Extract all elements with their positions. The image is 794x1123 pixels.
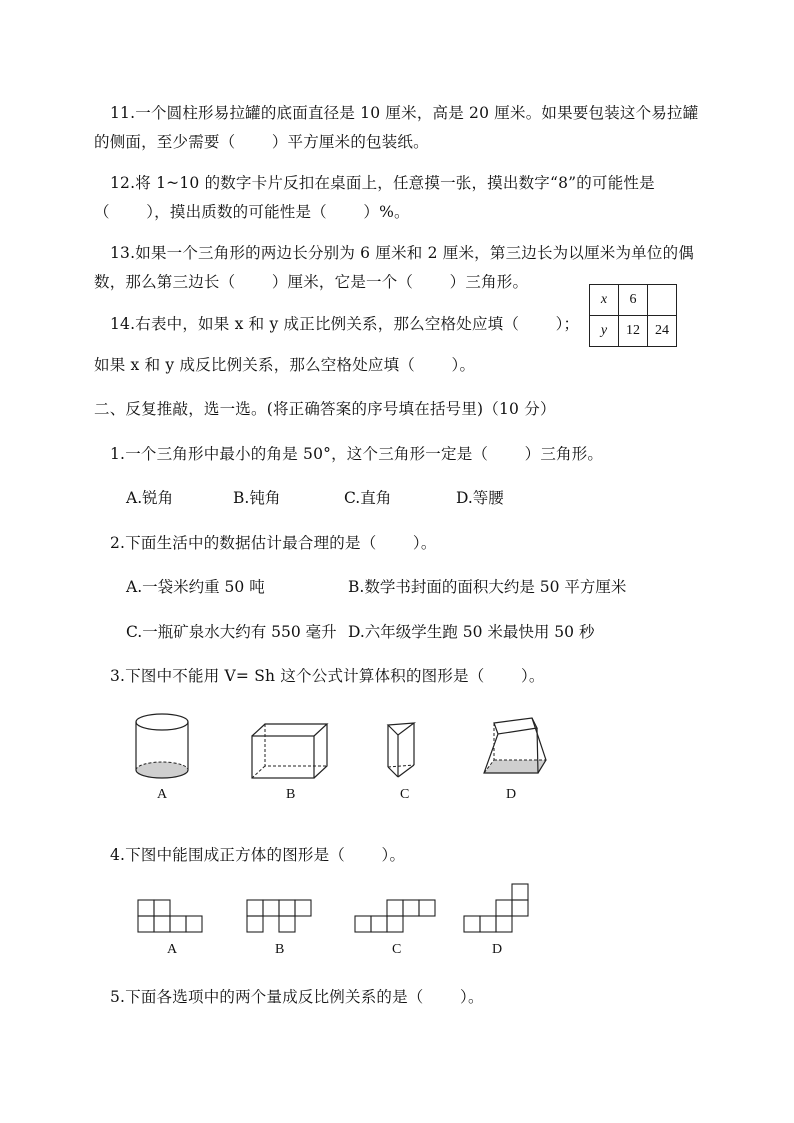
table-row: [590, 285, 677, 316]
section-2-heading: 二、反复推敲，选一选。(将正确答案的序号填在括号里)（10 分）: [94, 400, 556, 418]
figure-label-a: A: [157, 787, 168, 802]
figure-label-b: B: [286, 787, 296, 802]
cube-net-a: [137, 899, 207, 939]
question-13-line-1: 13.如果一个三角形的两边长分别为 6 厘米和 2 厘米，第三边长为以厘米为单位的偶: [110, 244, 694, 262]
cylinder-figure: [133, 712, 193, 784]
net-label-a: A: [167, 942, 178, 957]
figure-label-d: D: [506, 787, 517, 802]
choice-2-stem: 2.下面生活中的数据估计最合理的是（ ）。: [110, 534, 437, 552]
table-cell: 6: [619, 285, 648, 316]
question-14-line-2: 如果 x 和 y 成反比例关系，那么空格处应填（ ）。: [94, 356, 476, 374]
cube-net-c: [354, 899, 444, 939]
table-row: [590, 316, 677, 347]
triangular-prism-figure: [386, 721, 426, 781]
choice-5-stem: 5.下面各选项中的两个量成反比例关系的是（ ）。: [110, 988, 484, 1006]
question-11-line-2: 的侧面，至少需要（ ）平方厘米的包装纸。: [94, 133, 429, 151]
cube-net-d: [463, 883, 533, 939]
question-11-line-1: 11.一个圆柱形易拉罐的底面直径是 10 厘米，高是 20 厘米。如果要包装这个易拉罐: [110, 104, 699, 122]
choice-2-option-a: A.一袋米约重 50 吨: [126, 578, 265, 596]
frustum-figure: [480, 708, 550, 778]
choice-1-option-d: D.等腰: [456, 489, 504, 507]
choice-1-option-a: A.锐角: [126, 489, 174, 507]
choice-2-option-b: B.数学书封面的面积大约是 50 平方厘米: [348, 578, 627, 596]
choice-1-option-c: C.直角: [344, 489, 392, 507]
net-label-d: D: [492, 942, 503, 957]
choice-2-option-c: C.一瓶矿泉水大约有 550 毫升: [126, 623, 337, 641]
table-cell: 24: [648, 316, 677, 347]
question-12-line-1: 12.将 1~10 的数字卡片反扣在桌面上，任意摸一张，摸出数字“8”的可能性是: [110, 174, 655, 192]
table-cell: y: [590, 316, 619, 347]
net-label-c: C: [392, 942, 402, 957]
choice-3-stem: 3.下图中不能用 V= Sh 这个公式计算体积的图形是（ ）。: [110, 667, 545, 685]
figure-label-c: C: [400, 787, 410, 802]
choice-1-stem: 1.一个三角形中最小的角是 50°，这个三角形一定是（ ）三角形。: [110, 445, 604, 463]
table-cell-blank: [648, 285, 677, 316]
choice-1-option-b: B.钝角: [233, 489, 281, 507]
question-13-line-2: 数，那么第三边长（ ）厘米，它是一个（ ）三角形。: [94, 273, 529, 291]
question-12-line-2: （ ），摸出质数的可能性是（ ）%。: [94, 203, 410, 221]
xy-table: [589, 284, 677, 347]
net-label-b: B: [275, 942, 285, 957]
cuboid-figure: [251, 723, 331, 783]
table-cell: x: [590, 285, 619, 316]
choice-4-stem: 4.下图中能围成正方体的图形是（ ）。: [110, 846, 406, 864]
cube-net-b: [246, 899, 316, 939]
choice-2-option-d: D.六年级学生跑 50 米最快用 50 秒: [348, 623, 595, 641]
table-cell: 12: [619, 316, 648, 347]
question-14-line-1: 14.右表中，如果 x 和 y 成正比例关系，那么空格处应填（ ）；: [110, 315, 580, 333]
